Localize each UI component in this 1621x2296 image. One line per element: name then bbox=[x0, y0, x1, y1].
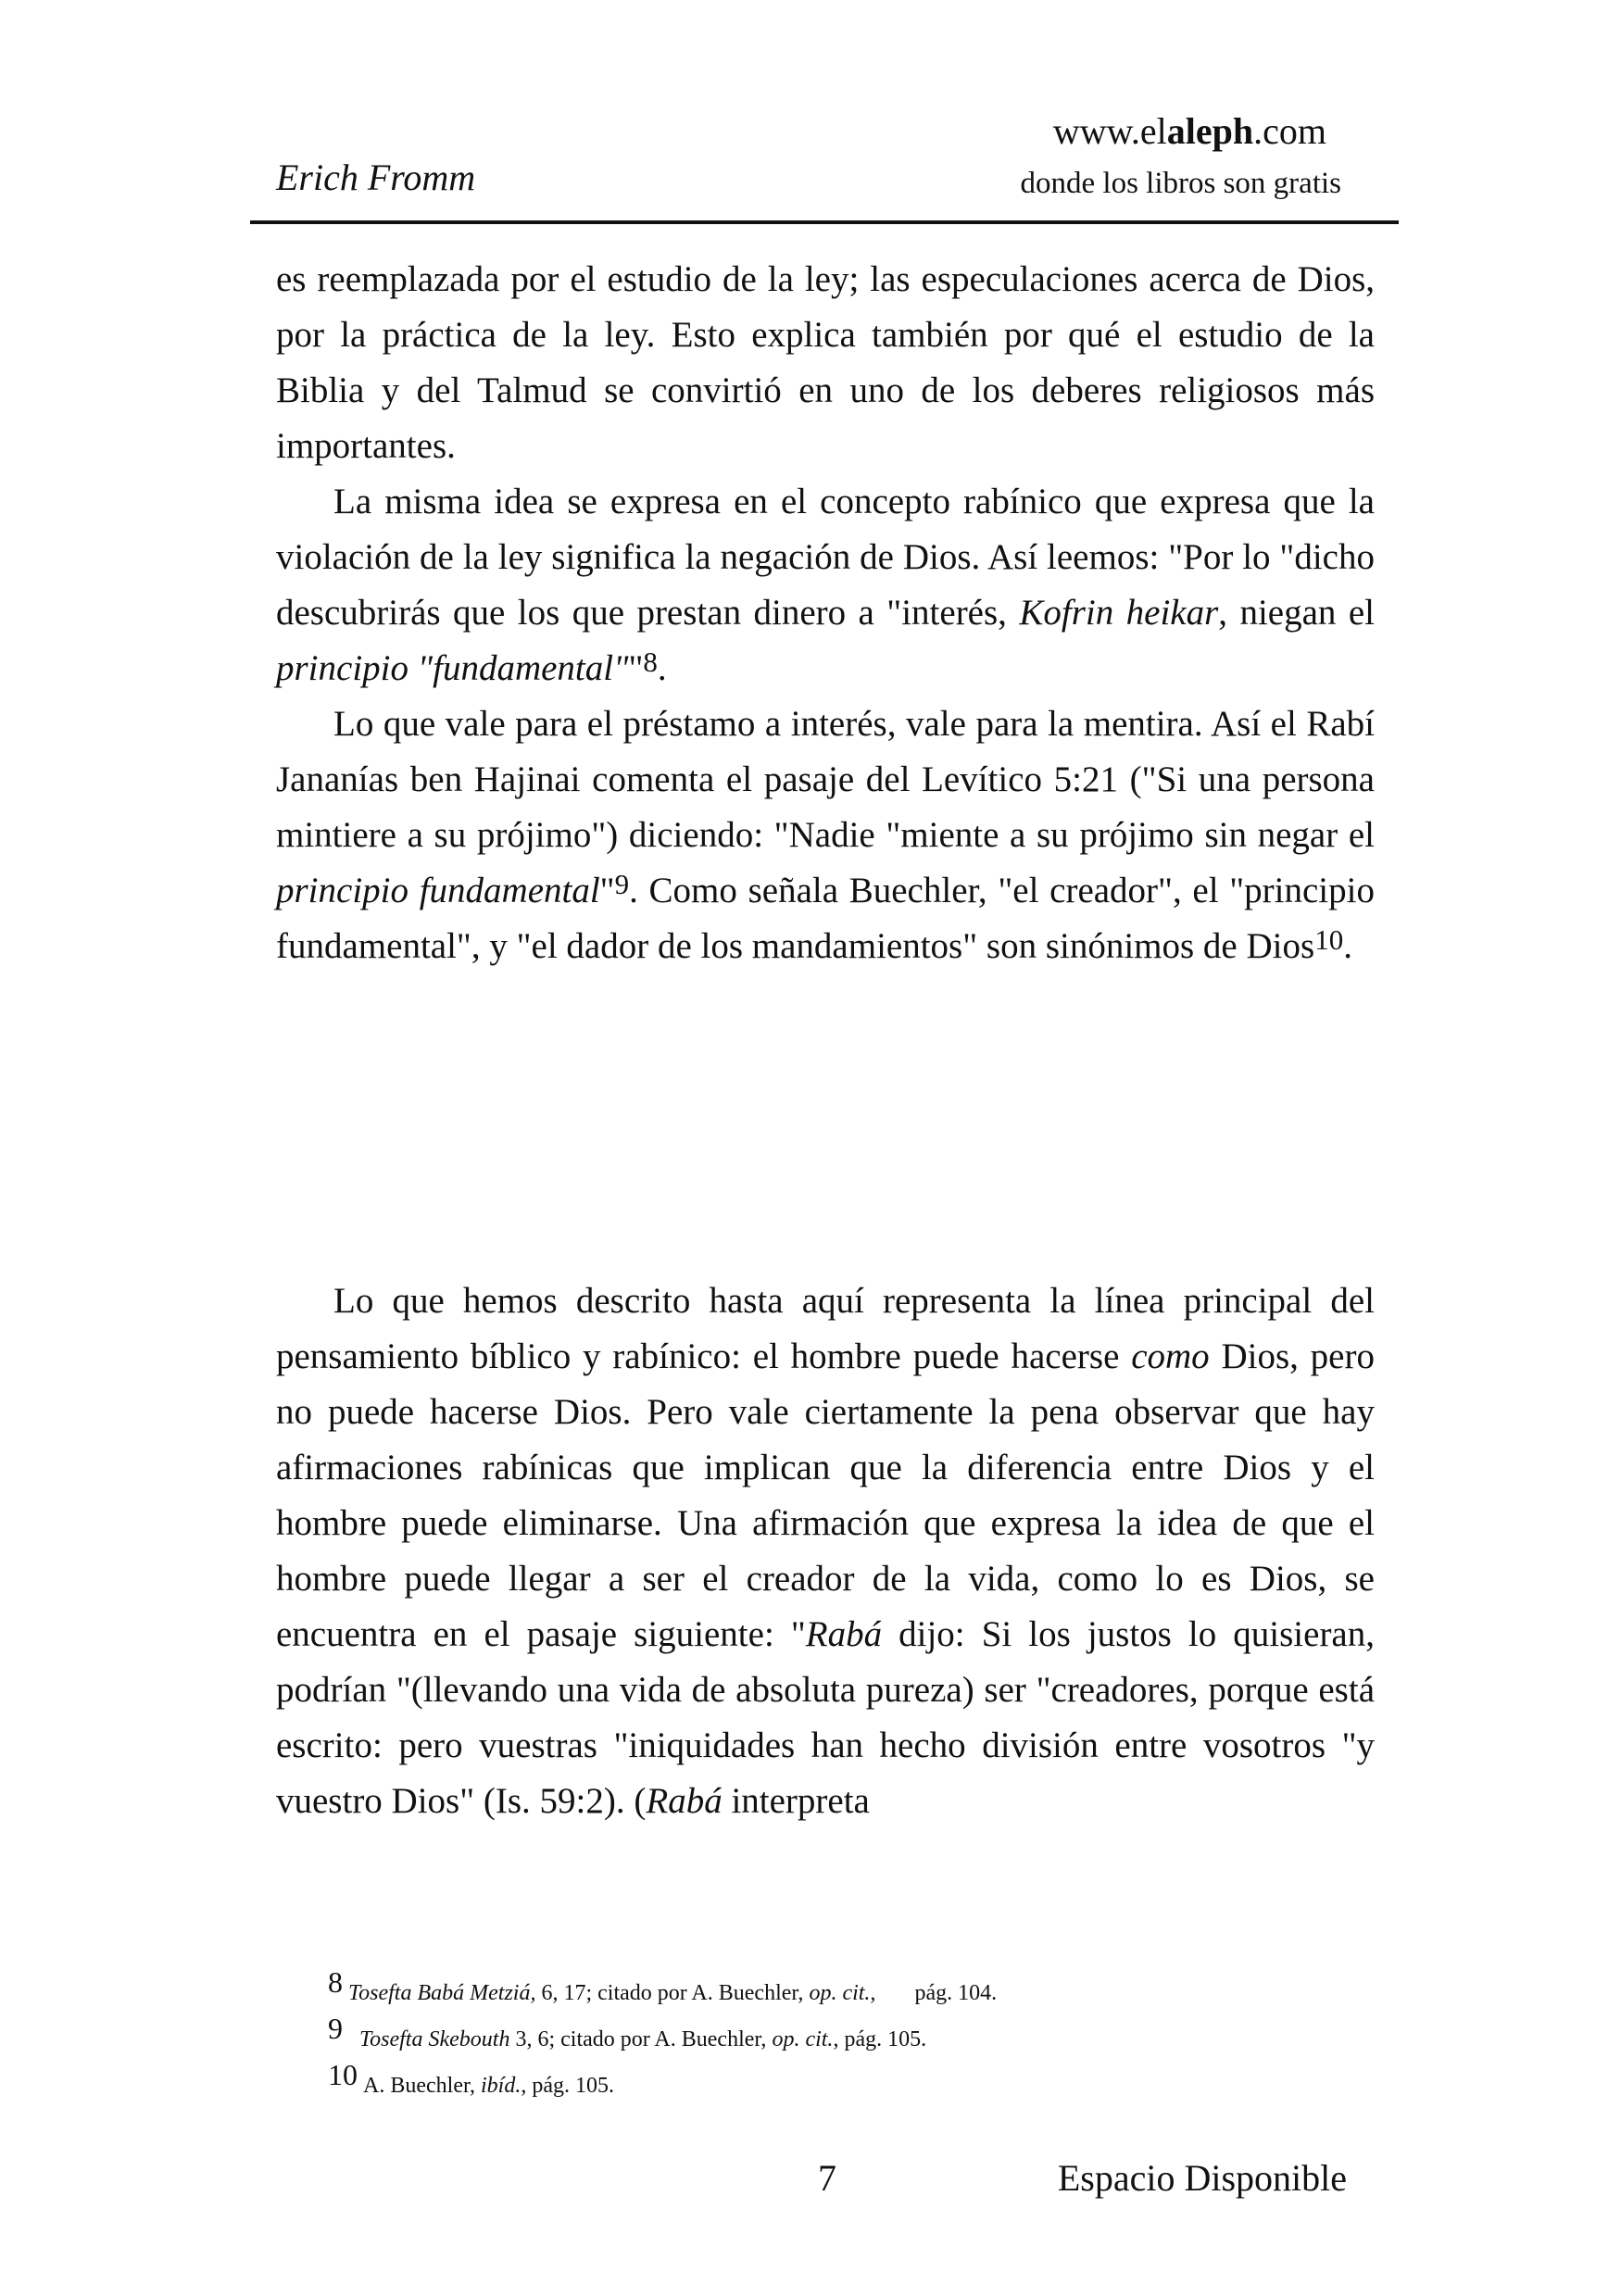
header-site-url[interactable] bbox=[1053, 109, 1326, 153]
p2-text-c: " bbox=[628, 648, 644, 688]
footer-label: Espacio Disponible bbox=[1057, 2157, 1347, 2199]
footnote-title: Tosefta Skebouth bbox=[359, 2027, 510, 2051]
footnote-number: 8 bbox=[328, 1965, 343, 1999]
p2-text-a: La misma idea se expresa en el concepto rabínico que expresa que la violación de la ley significa la negación de Dios. Así leemos: "Por lo "dicho descubrirás que los que prestan dinero a "interés, bbox=[276, 482, 1375, 633]
footnote-text: A. Buechler, bbox=[363, 2074, 481, 2098]
p2-text-b: , niegan el bbox=[1218, 593, 1376, 633]
p2-italic-2: principio "fundamental" bbox=[276, 648, 629, 688]
p4-text-c: dijo: Si los justos lo quisieran, podrían "(llevando una vida de absoluta pureza) ser "creadores, porque está escrito: pero vuestras "iniquidades han hecho división entre vosotros "y vuestro Dios" (Is. 59:2). ( bbox=[276, 1614, 1375, 1821]
p4-text-b: Dios, pero no puede hacerse Dios. Pero vale ciertamente la pena observar que hay afirmaciones rabínicas que implican que la diferencia entre Dios y el hombre puede eliminarse. Una afirmación que expresa la idea de que el hombre puede llegar a ser el creador de la vida, como lo es Dios, se encuentra en el pasaje siguiente: " bbox=[276, 1336, 1375, 1654]
p2-text-d: . bbox=[657, 648, 667, 688]
p3-text-b: " bbox=[599, 871, 615, 910]
p4-italic-1: como bbox=[1131, 1336, 1210, 1376]
p3-text-a: Lo que vale para el préstamo a interés, vale para la mentira. Así el Rabí Jananías ben Hajinai comenta el pasaje del Levítico 5:21 ("Si una persona mintiere a su prójimo") diciendo: "Nadie "miente a su prójimo sin negar el bbox=[276, 704, 1375, 855]
paragraph-3 bbox=[276, 696, 1375, 974]
body-text-bottom bbox=[276, 1273, 1375, 1829]
paragraph-4 bbox=[276, 1273, 1375, 1829]
p4-italic-3: Rabá bbox=[646, 1781, 723, 1821]
body-text-top bbox=[276, 252, 1375, 974]
footnotes bbox=[328, 1965, 998, 2107]
p2-italic-1: Kofrin heikar bbox=[1019, 593, 1219, 633]
footnote-number: 9 bbox=[328, 2012, 343, 2045]
footnote-8 bbox=[328, 1965, 998, 2014]
p3-text-d: . bbox=[1343, 926, 1352, 966]
footnote-op: op. cit., bbox=[809, 1981, 876, 2005]
paragraph-2 bbox=[276, 474, 1375, 696]
footnote-9 bbox=[328, 2014, 997, 2061]
footnote-number: 10 bbox=[328, 2058, 358, 2091]
site-bold: aleph bbox=[1166, 110, 1254, 152]
footnote-text: 3, 6; citado por A. Buechler, bbox=[509, 2027, 773, 2051]
page-number: 7 bbox=[818, 2157, 836, 2199]
site-suffix: .com bbox=[1253, 110, 1326, 152]
footnote-ref-9[interactable]: 9 bbox=[614, 868, 630, 900]
p4-text-a: Lo que hemos descrito hasta aquí representa la línea principal del pensamiento bíblico y rabínico: el hombre puede hacerse bbox=[276, 1281, 1375, 1376]
p4-italic-2: Rabá bbox=[805, 1614, 883, 1654]
footnote-op: op. cit. bbox=[772, 2027, 834, 2051]
footnote-op: ibíd. bbox=[481, 2074, 521, 2098]
header-divider bbox=[250, 220, 1399, 224]
p4-text-d: interpreta bbox=[722, 1781, 870, 1821]
footnote-page: pág. 104. bbox=[914, 1981, 998, 2005]
footnote-ref-8[interactable]: 8 bbox=[643, 646, 658, 678]
footnote-page: , pág. 105. bbox=[521, 2074, 614, 2098]
footnote-ref-10[interactable]: 10 bbox=[1314, 923, 1344, 956]
footnote-text: 6, 17; citado por A. Buechler, bbox=[535, 1981, 810, 2005]
footnote-title: Tosefta Babá Metziá, bbox=[348, 1981, 536, 2005]
footnote-page: , pág. 105. bbox=[833, 2027, 927, 2051]
p3-italic: principio fundamental bbox=[276, 871, 600, 910]
p3-text-c: . Como señala Buechler, "el creador", el "principio fundamental", y "el dador de los mandamientos" son sinónimos de Dios bbox=[276, 871, 1375, 966]
header-tagline: donde los libros son gratis bbox=[1020, 167, 1341, 200]
footnote-10 bbox=[328, 2058, 997, 2107]
header-author: Erich Fromm bbox=[276, 157, 476, 198]
paragraph-1: es reemplazada por el estudio de la ley; las especulaciones acerca de Dios, por la práctica de la ley. Esto explica también por qué el estudio de la Biblia y del Talmud se convirtió en uno de los deberes religiosos más importantes. bbox=[276, 259, 1375, 466]
site-prefix: www.el bbox=[1052, 110, 1167, 152]
